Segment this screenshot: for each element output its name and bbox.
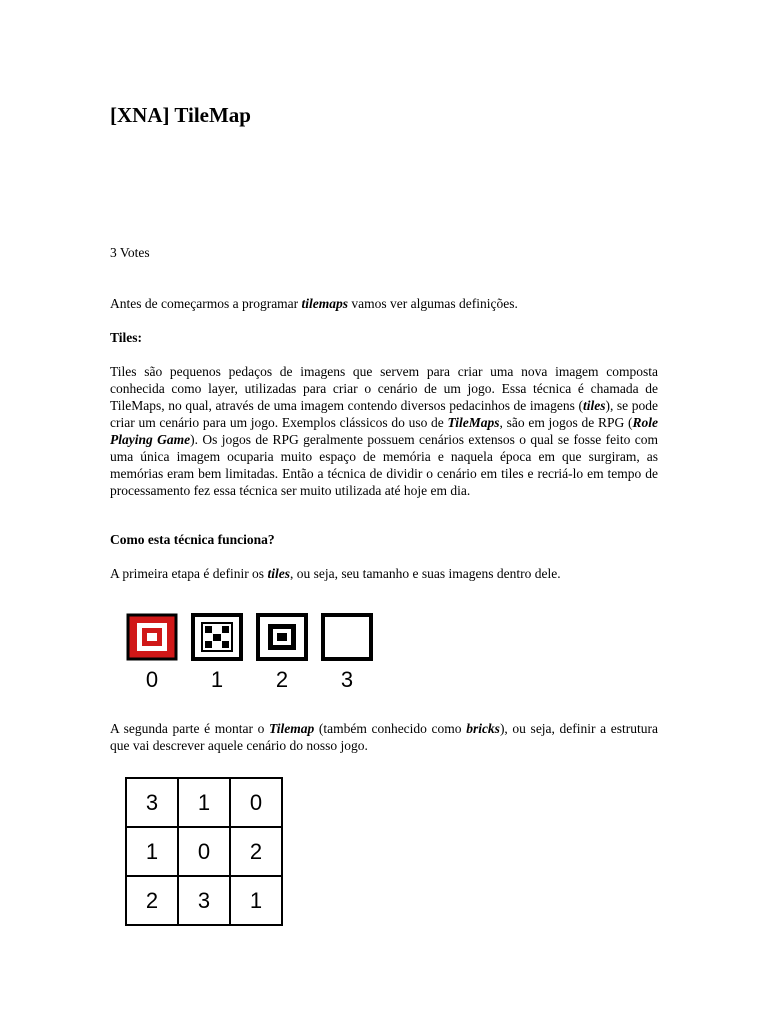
tile-3-image: [321, 613, 373, 661]
para-emphasis-rpg: Role Playing Game: [110, 415, 658, 447]
step1-paragraph: [110, 566, 561, 582]
para-text-2: ), se pode criar um cenário para um jogo. Exemplos clássicos do uso de: [110, 398, 659, 430]
step1-emphasis: tiles: [267, 566, 290, 581]
tile-label-1: 1: [210, 667, 224, 692]
tilemap-cell: 2: [230, 827, 282, 876]
step1-text-after: , ou seja, seu tamanho e suas imagens dentro dele.: [289, 566, 561, 581]
tilemap-cell: 0: [178, 827, 230, 876]
tile-2-image: [256, 613, 308, 661]
intro-text-after: vamos ver algumas definições.: [348, 296, 518, 311]
para-emphasis-tilemaps: TileMaps: [447, 415, 500, 430]
tiles-figure: [118, 603, 393, 698]
tilemap-row: [126, 876, 282, 925]
tiles-heading: Tiles:: [110, 330, 143, 345]
step2-text-after: ), ou seja, definir a estrutura que vai descrever aquele cenário do nosso jogo.: [110, 721, 659, 753]
step1-text-before: A primeira etapa é definir os: [110, 566, 268, 581]
intro-paragraph: [110, 296, 518, 312]
tile-label-0: 0: [145, 667, 159, 692]
tilemap-cell: 3: [126, 778, 178, 827]
tilemap-row: [126, 827, 282, 876]
tiles-description-paragraph: [110, 363, 658, 499]
tile-0-image: [126, 613, 178, 661]
tile-label-3: 3: [340, 667, 354, 692]
tile-label-2: 2: [275, 667, 289, 692]
step2-paragraph: [110, 720, 658, 754]
step2-emphasis-tilemap: Tilemap: [268, 721, 315, 736]
para-text-4: ). Os jogos de RPG geralmente possuem cenários extensos o qual se fosse feito com uma única imagem ocuparia muito espaço de memória e naquela época em que surgiram, as memórias eram bem limitadas. Então a técnica de dividir o cenário em tiles e recriá-lo em tempo de processamento fez essa técnica ser muito utilizada até hoje em dia.: [110, 432, 658, 498]
tilemap-row: [126, 778, 282, 827]
page-title: [XNA] TileMap: [110, 103, 251, 127]
para-emphasis-tiles: tiles: [582, 398, 606, 413]
step2-emphasis-bricks: bricks: [466, 721, 500, 736]
intro-text-before: Antes de começarmos a programar: [110, 296, 302, 311]
tile-1-image: [191, 613, 243, 661]
intro-emphasis: tilemaps: [301, 296, 349, 311]
tilemap-cell: 1: [178, 778, 230, 827]
how-heading: Como esta técnica funciona?: [110, 532, 275, 547]
para-text-3: , são em jogos de RPG (: [499, 415, 633, 430]
tilemap-cell: 0: [230, 778, 282, 827]
votes-count: 3 Votes: [110, 245, 150, 260]
step2-text-mid: (também conhecido como: [314, 721, 467, 736]
tilemap-grid: [125, 777, 283, 926]
tilemap-cell: 1: [126, 827, 178, 876]
tilemap-cell: 2: [126, 876, 178, 925]
step2-text-before: A segunda parte é montar o: [110, 721, 269, 736]
tilemap-cell: 1: [230, 876, 282, 925]
para-text-1: Tiles são pequenos pedaços de imagens que servem para criar uma nova imagem composta conhecida como layer, utilizadas para criar o cenário de um jogo. Essa técnica é chamada de TileMaps, no qual, através de uma imagem contendo diversos pedacinhos de imagens (: [110, 364, 658, 413]
tilemap-cell: 3: [178, 876, 230, 925]
